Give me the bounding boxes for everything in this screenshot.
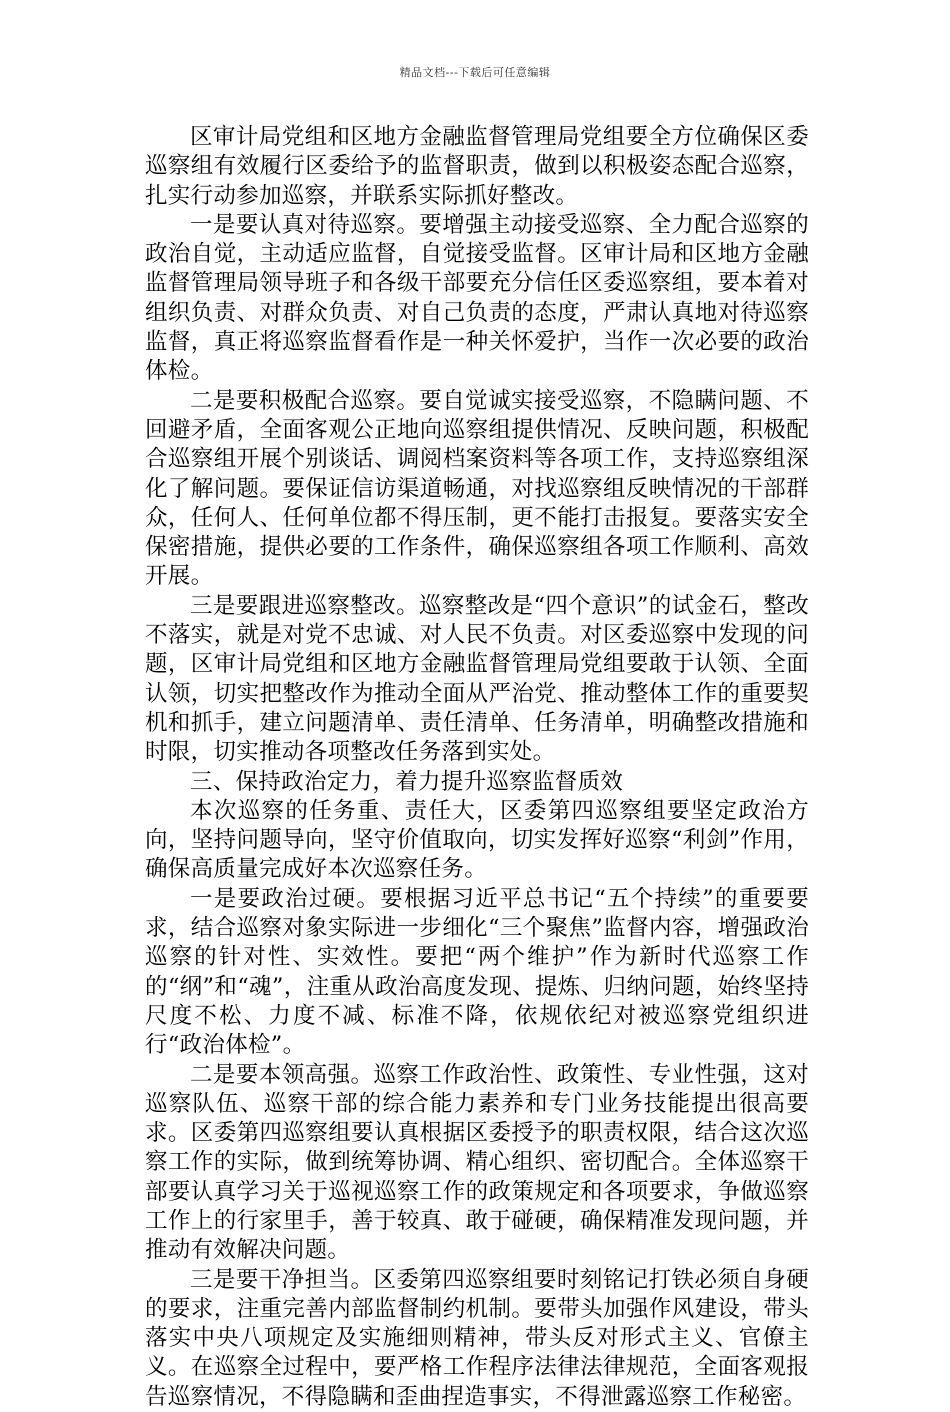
header-note: 精品文档---下载后可任意编辑	[399, 66, 551, 79]
document-body	[145, 123, 809, 1412]
paragraph-section-3-intro: 本次巡察的任务重、责任大，区委第四巡察组要坚定政治方向，坚持问题导向，坚守价值取向，切实发挥好巡察“利剑”作用，确保高质量完成好本次巡察任务。	[145, 797, 809, 883]
paragraph-point-1: 一是要认真对待巡察。要增强主动接受巡察、全力配合巡察的政治自觉，主动适应监督，自觉接受监督。区审计局和区地方金融监督管理局领导班子和各级干部要充分信任区委巡察组，要本着对组织负责、对群众负责、对自己负责的态度，严肃认真地对待巡察监督，真正将巡察监督看作是一种关怀爱护，当作一次必要的政治体检。	[145, 211, 809, 385]
section-heading-3: 三、保持政治定力，着力提升巡察监督质效	[190, 768, 624, 795]
paragraph-section-3-point-3: 三是要干净担当。区委第四巡察组要时刻铭记打铁必须自身硬的要求，注重完善内部监督制约机制。要带头加强作风建设，带头落实中央八项规定及实施细则精神，带头反对形式主义、官僚主义。在巡察全过程中，要严格工作程序法律法律规范，全面客观报告巡察情况，不得隐瞒和歪曲捏造事实，不得泄露巡察工作秘密。	[145, 1266, 809, 1410]
paragraph-intro: 区审计局党组和区地方金融监督管理局党组要全方位确保区委巡察组有效履行区委给予的监督职责，做到以积极姿态配合巡察，扎实行动参加巡察，并联系实际抓好整改。	[145, 124, 809, 209]
paragraph-section-3-point-2: 二是要本领高强。巡察工作政治性、政策性、专业性强，这对巡察队伍、巡察干部的综合能力素养和专门业务技能提出很高要求。区委第四巡察组要认真根据区委授予的职责权限，结合这次巡察工作的实际，做到统筹协调、精心组织、密切配合。全体巡察干部要认真学习关于巡视巡察工作的政策规定和各项要求，争做巡察工作上的行家里手，善于较真、敢于碰硬，确保精准发现问题，并推动有效解决问题。	[145, 1061, 809, 1264]
paragraph-point-3: 三是要跟进巡察整改。巡察整改是“四个意识”的试金石，整改不落实，就是对党不忠诚、对人民不负责。对区委巡察中发现的问题，区审计局党组和区地方金融监督管理局党组要敢于认领、全面认领，切实把整改作为推动全面从严治党、推动整体工作的重要契机和抓手，建立问题清单、责任清单、任务清单，明确整改措施和时限，切实推动各项整改任务落到实处。	[145, 592, 809, 766]
paragraph-point-2: 二是要积极配合巡察。要自觉诚实接受巡察，不隐瞒问题、不回避矛盾，全面客观公正地向巡察组提供情况、反映问题，积极配合巡察组开展个别谈话、调阅档案资料等各项工作，支持巡察组深化了解问题。要保证信访渠道畅通，对找巡察组反映情况的干部群众，任何人、任何单位都不得压制，更不能打击报复。要落实安全保密措施，提供必要的工作条件，确保巡察组各项工作顺利、高效开展。	[145, 387, 809, 590]
paragraph-section-3-point-1: 一是要政治过硬。要根据习近平总书记“五个持续”的重要要求，结合巡察对象实际进一步细化“三个聚焦”监督内容，增强政治巡察的针对性、实效性。要把“两个维护”作为新时代巡察工作的“纲”和“魂”，注重从政治高度发现、提炼、归纳问题，始终坚持尺度不松、力度不减、标准不降，依规依纪对被巡察党组织进行“政治体检”。	[145, 885, 809, 1059]
